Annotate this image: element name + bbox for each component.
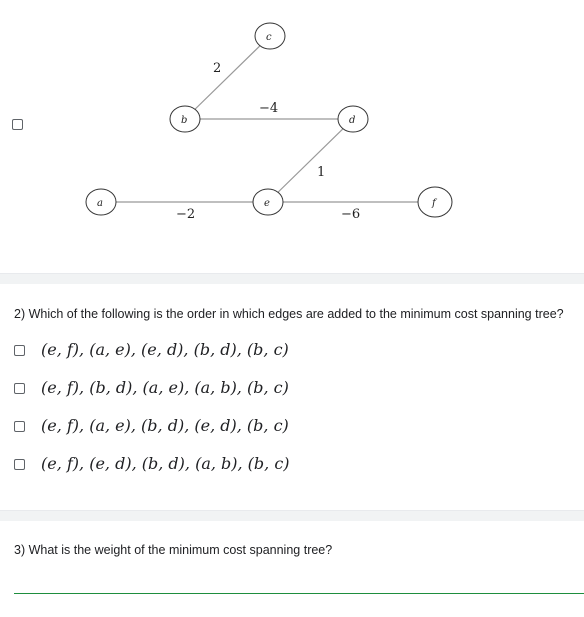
node-label-e: e [264, 198, 270, 209]
edge-weight-b-d: −4 [259, 101, 279, 116]
edge-d-e [268, 119, 353, 202]
option-label: (e, f), (a, e), (b, d), (e, d), (b, c) [41, 416, 289, 435]
node-f [418, 187, 452, 217]
option-checkbox[interactable] [14, 345, 25, 356]
edge-weight-d-e: 1 [317, 165, 326, 180]
node-e [253, 189, 283, 215]
node-label-f: f [432, 198, 436, 209]
option-checkbox[interactable] [14, 383, 25, 394]
option-label: (e, f), (b, d), (a, e), (a, b), (b, c) [41, 378, 289, 397]
edge-weight-a-e: −2 [176, 207, 196, 222]
question-2-text: 2) Which of the following is the order in which edges are added to the minimum cost spanning tree? [14, 307, 564, 321]
option-label: (e, f), (e, d), (b, d), (a, b), (b, c) [41, 454, 290, 473]
node-label-d: d [349, 115, 356, 126]
question-3-text: 3) What is the weight of the minimum cost spanning tree? [14, 543, 333, 557]
answer-underline [14, 593, 584, 594]
graph-figure [0, 0, 584, 260]
node-c [255, 23, 285, 49]
node-label-a: a [97, 198, 103, 209]
edge-b-c [185, 36, 270, 119]
node-d [338, 106, 368, 132]
question-divider [0, 510, 584, 521]
edge-weight-e-f: −6 [341, 207, 361, 222]
option-label: (e, f), (a, e), (e, d), (b, d), (b, c) [41, 340, 289, 359]
edge-weight-b-c: 2 [213, 61, 222, 76]
answer-input[interactable] [14, 570, 584, 592]
node-label-b: b [181, 115, 188, 126]
node-b [170, 106, 200, 132]
option-checkbox[interactable] [14, 459, 25, 470]
question-divider [0, 273, 584, 284]
node-a [86, 189, 116, 215]
node-label-c: c [266, 32, 272, 43]
option-checkbox[interactable] [14, 421, 25, 432]
